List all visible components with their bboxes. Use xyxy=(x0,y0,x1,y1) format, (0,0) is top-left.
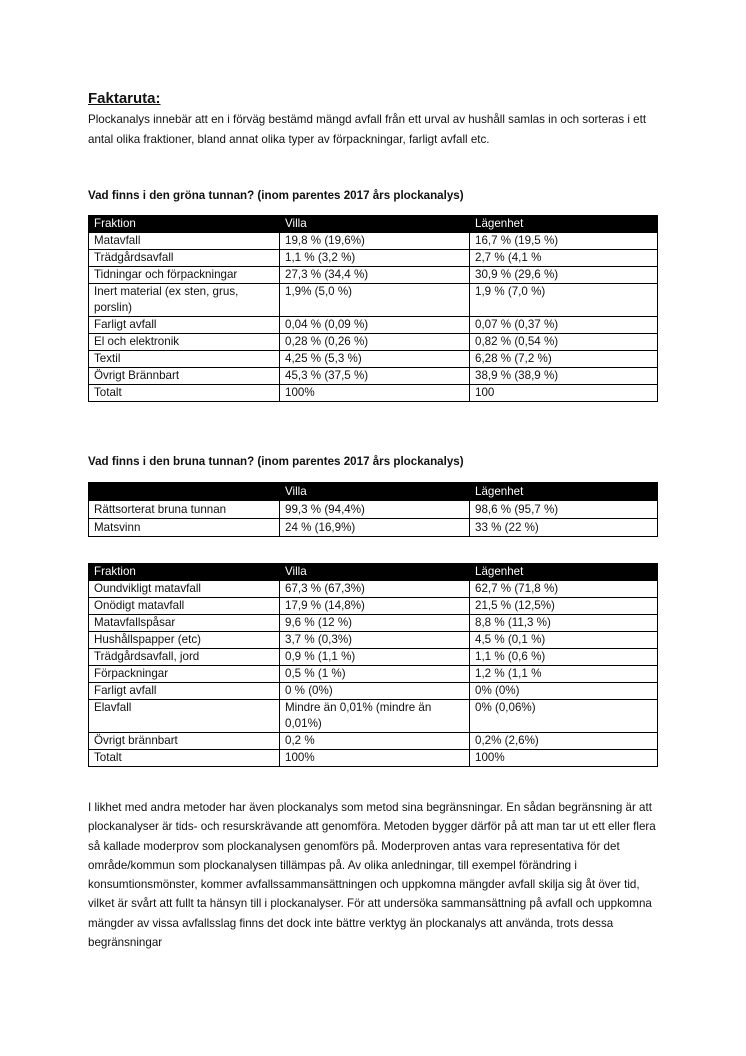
table-cell: Lägenhet xyxy=(470,216,658,233)
table-cell: Fraktion xyxy=(89,216,280,233)
table-cell: 0,04 % (0,09 %) xyxy=(280,317,470,334)
table-cell: Tidningar och förpackningar xyxy=(89,267,280,284)
table-cell: 0,5 % (1 %) xyxy=(280,666,470,683)
table-cell: 21,5 % (12,5%) xyxy=(470,598,658,615)
table-cell: 19,8 % (19,6%) xyxy=(280,233,470,250)
table-cell: Matavfall xyxy=(89,233,280,250)
table-cell: Oundvikligt matavfall xyxy=(89,581,280,598)
table-cell: Matavfallspåsar xyxy=(89,615,280,632)
table-row xyxy=(89,317,658,334)
table-cell: 2,7 % (4,1 % xyxy=(470,250,658,267)
table-cell: 62,7 % (71,8 %) xyxy=(470,581,658,598)
table-cell: Textil xyxy=(89,351,280,368)
table-cell: 100 xyxy=(470,385,658,402)
table-cell: 30,9 % (29,6 %) xyxy=(470,267,658,284)
table-cell: 1,9% (5,0 %) xyxy=(280,284,470,317)
table-row xyxy=(89,581,658,598)
table-cell: 1,1 % (3,2 %) xyxy=(280,250,470,267)
table-cell: 6,28 % (7,2 %) xyxy=(470,351,658,368)
table-cell: Totalt xyxy=(89,385,280,402)
table-cell: El och elektronik xyxy=(89,334,280,351)
table-row xyxy=(89,649,658,666)
table-cell: 67,3 % (67,3%) xyxy=(280,581,470,598)
table-row xyxy=(89,733,658,750)
table-cell: Inert material (ex sten, grus, porslin) xyxy=(89,284,280,317)
table-cell: Onödigt matavfall xyxy=(89,598,280,615)
table-cell: 3,7 % (0,3%) xyxy=(280,632,470,649)
table-cell: 45,3 % (37,5 %) xyxy=(280,368,470,385)
table-cell: 38,9 % (38,9 %) xyxy=(470,368,658,385)
table-header-row xyxy=(89,564,658,581)
table-cell: Villa xyxy=(280,483,470,501)
brown-bin-summary-table xyxy=(88,482,658,537)
table-cell xyxy=(89,483,280,501)
table-cell: 0,2% (2,6%) xyxy=(470,733,658,750)
table-row xyxy=(89,385,658,402)
table-cell: 0,28 % (0,26 %) xyxy=(280,334,470,351)
table-header-row xyxy=(89,216,658,233)
table-row xyxy=(89,351,658,368)
intro-paragraph: Plockanalys innebär att en i förväg bestämd mängd avfall från ett urval av hushåll samlas in och sorteras i ett antal olika fraktioner, bland annat olika typer av förpackningar, farligt avfall etc. xyxy=(88,113,647,146)
table-cell: 4,5 % (0,1 %) xyxy=(470,632,658,649)
table-row xyxy=(89,368,658,385)
table-cell: 0,07 % (0,37 %) xyxy=(470,317,658,334)
table-cell: Villa xyxy=(280,564,470,581)
table-row xyxy=(89,632,658,649)
table-cell: 4,25 % (5,3 %) xyxy=(280,351,470,368)
table-cell: Övrigt brännbart xyxy=(89,733,280,750)
table-cell: 100% xyxy=(470,750,658,767)
table-row xyxy=(89,683,658,700)
table-cell: Matsvinn xyxy=(89,519,280,537)
table-cell: 1,2 % (1,1 % xyxy=(470,666,658,683)
table-cell: Lägenhet xyxy=(470,564,658,581)
table-cell: 0 % (0%) xyxy=(280,683,470,700)
table-cell: 1,1 % (0,6 %) xyxy=(470,649,658,666)
table-row xyxy=(89,267,658,284)
table-cell: 100% xyxy=(280,750,470,767)
table-header-row xyxy=(89,483,658,501)
table-cell: 99,3 % (94,4%) xyxy=(280,501,470,519)
table-row xyxy=(89,233,658,250)
table-cell: 1,9 % (7,0 %) xyxy=(470,284,658,317)
table-cell: 33 % (22 %) xyxy=(470,519,658,537)
table-cell: 27,3 % (34,4 %) xyxy=(280,267,470,284)
green-bin-table xyxy=(88,215,658,402)
table-row xyxy=(89,519,658,537)
table-cell: Hushållspapper (etc) xyxy=(89,632,280,649)
table-row xyxy=(89,700,658,733)
table-cell: Farligt avfall xyxy=(89,317,280,334)
table-row xyxy=(89,598,658,615)
table-row xyxy=(89,334,658,351)
table-cell: Övrigt Brännbart xyxy=(89,368,280,385)
table-cell: Elavfall xyxy=(89,700,280,733)
page-heading: Faktaruta: xyxy=(88,90,161,107)
table-cell: Trädgårdsavfall xyxy=(89,250,280,267)
table-cell: 24 % (16,9%) xyxy=(280,519,470,537)
table-cell: 0% (0,06%) xyxy=(470,700,658,733)
table-row xyxy=(89,750,658,767)
table-cell: Fraktion xyxy=(89,564,280,581)
brown-bin-title: Vad finns i den bruna tunnan? (inom parentes 2017 års plockanalys) xyxy=(88,455,464,468)
table-cell: Förpackningar xyxy=(89,666,280,683)
table-cell: 0% (0%) xyxy=(470,683,658,700)
table-row xyxy=(89,501,658,519)
table-row xyxy=(89,284,658,317)
table-cell: Farligt avfall xyxy=(89,683,280,700)
table-row xyxy=(89,666,658,683)
table-cell: 0,2 % xyxy=(280,733,470,750)
table-cell: 9,6 % (12 %) xyxy=(280,615,470,632)
table-cell: Mindre än 0,01% (mindre än 0,01%) xyxy=(280,700,470,733)
table-cell: 98,6 % (95,7 %) xyxy=(470,501,658,519)
table-cell: 0,82 % (0,54 %) xyxy=(470,334,658,351)
table-cell: Villa xyxy=(280,216,470,233)
green-bin-title: Vad finns i den gröna tunnan? (inom parentes 2017 års plockanalys) xyxy=(88,189,464,202)
table-cell: 16,7 % (19,5 %) xyxy=(470,233,658,250)
table-cell: 100% xyxy=(280,385,470,402)
table-cell: 0,9 % (1,1 %) xyxy=(280,649,470,666)
table-cell: 8,8 % (11,3 %) xyxy=(470,615,658,632)
table-cell: 17,9 % (14,8%) xyxy=(280,598,470,615)
brown-bin-fraction-table xyxy=(88,563,658,767)
table-cell: Rättsorterat bruna tunnan xyxy=(89,501,280,519)
table-cell: Totalt xyxy=(89,750,280,767)
table-row xyxy=(89,250,658,267)
table-cell: Trädgårdsavfall, jord xyxy=(89,649,280,666)
conclusion-paragraph: I likhet med andra metoder har även plockanalys som metod sina begränsningar. En sådan begränsning är att plockanalyser är tids- och resurskrävande att genomföra. Metoden bygger därför på att man tar ut ett eller flera så kallade moderprov som plockanalysen genomförs på. Moderproven antas vara representativa för det område/kommun som plockanalysen tillämpas på. Av olika anledningar, till exempel förändring i konsumtionsmönster, kommer avfallssammansättningen och uppkomna mängder avfall skilja sig åt över tid, vilket är svårt att fullt ta hänsyn till i plockanalyser. För att undersöka sammansättning på avfall och uppkomna mängder av vissa avfallsslag finns det dock inte bättre verktyg än plockanalys att använda, trots dessa begränsningar xyxy=(88,801,656,950)
table-row xyxy=(89,615,658,632)
table-cell: Lägenhet xyxy=(470,483,658,501)
